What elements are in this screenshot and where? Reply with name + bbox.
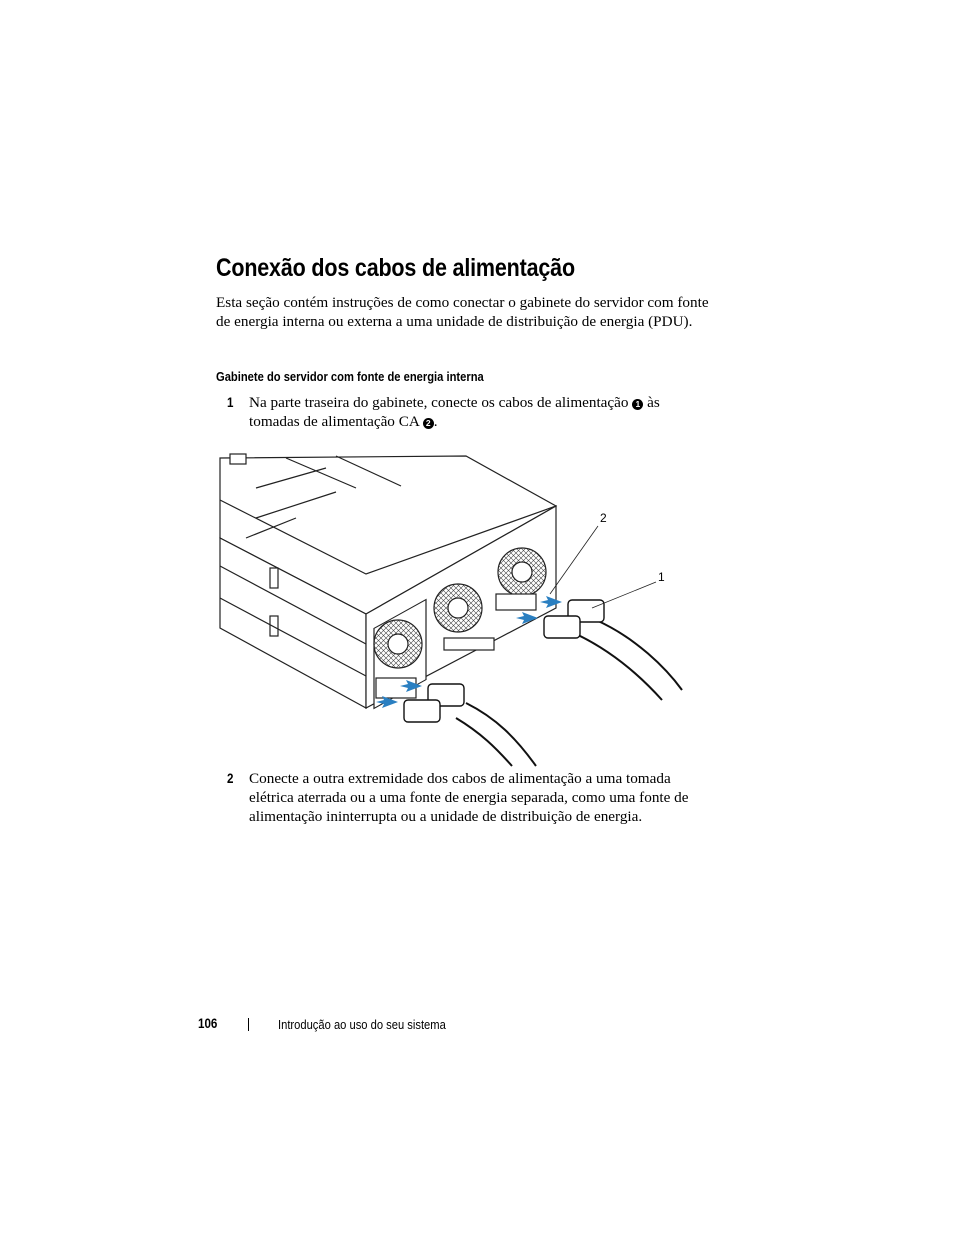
callout-2-leader <box>550 526 598 594</box>
footer-section-title: Introdução ao uso do seu sistema <box>278 1017 446 1032</box>
step-2-number: 2 <box>227 771 234 786</box>
callout-label-2: 2 <box>600 511 607 525</box>
step-1-text <box>249 393 711 431</box>
step-1-text-after: . <box>433 413 438 430</box>
callout-2-marker: 2 <box>423 418 434 429</box>
callout-label-1: 1 <box>658 570 665 584</box>
server-power-cable-figure <box>216 448 696 768</box>
step-1-number: 1 <box>227 395 234 410</box>
section-subheading: Gabinete do servidor com fonte de energia interna <box>216 369 484 384</box>
step-1-text-before: Na parte traseira do gabinete, conecte os cabos de alimentação <box>249 394 633 411</box>
intro-paragraph: Esta seção contém instruções de como conectar o gabinete do servidor com fonte de energia interna ou externa a uma unidade de distribuição de energia (PDU). <box>216 294 709 330</box>
step-1-text-middle: às tomadas de alimentação CA <box>249 394 660 430</box>
footer-separator <box>248 1018 249 1031</box>
server-illustration <box>216 448 696 768</box>
callout-1-marker: 1 <box>632 399 643 410</box>
callout-1-leader <box>592 582 656 608</box>
page-title: Conexão dos cabos de alimentação <box>216 254 575 282</box>
step-2-text: Conecte a outra extremidade dos cabos de alimentação a uma tomada elétrica aterrada ou a uma fonte de energia separada, como uma fonte de alimentação ininterrupta ou a unidade de distribuição de energia. <box>249 770 689 825</box>
page-number: 106 <box>198 1016 218 1031</box>
